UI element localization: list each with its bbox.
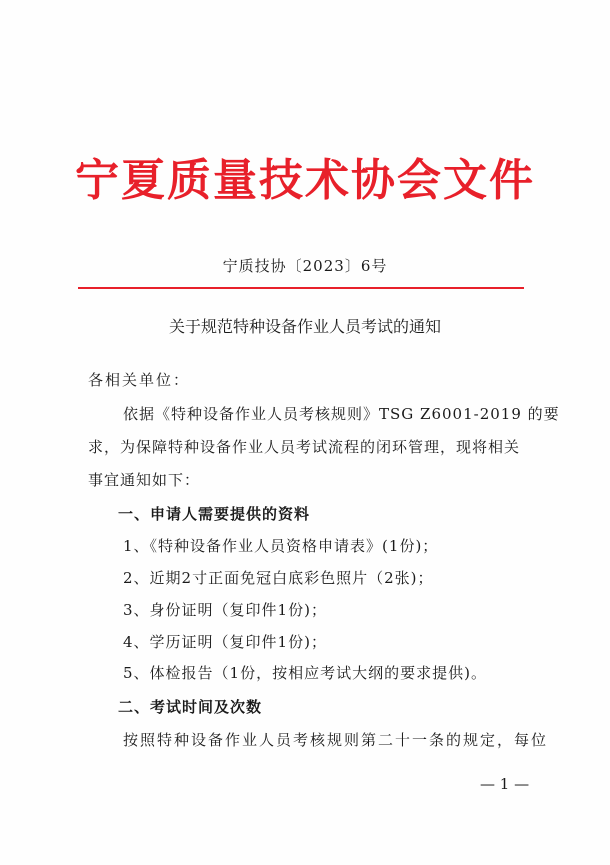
issuing-organization-title: 宁夏质量技术协会文件 (75, 155, 535, 206)
paragraph-line: 求，为保障特种设备作业人员考试流程的闭环管理，现将相关 (88, 438, 521, 456)
notice-title: 关于规范特种设备作业人员考试的通知 (168, 317, 441, 336)
paragraph-line: 按照特种设备作业人员考核规则第二十一条的规定，每位 (123, 731, 549, 749)
document-number: 宁质技协〔2023〕6号 (222, 257, 388, 275)
red-divider-line (78, 287, 524, 289)
section-heading-exam-time: 二、考试时间及次数 (118, 698, 263, 716)
paragraph-line: 事宜通知如下： (88, 471, 201, 489)
list-item: 1、《特种设备作业人员资格申请表》(1份)； (123, 537, 439, 555)
paragraph-line: 依据《特种设备作业人员考核规则》TSG Z6001-2019 的要 (123, 405, 560, 423)
list-item: 4、学历证明（复印件1份)； (123, 633, 327, 651)
list-item: 2、近期2寸正面免冠白底彩色照片（2张)； (123, 569, 434, 587)
list-item: 3、身份证明（复印件1份)； (123, 601, 327, 619)
salutation: 各相关单位： (88, 371, 191, 389)
page-number: — 1 — (480, 775, 530, 793)
list-item: 5、体检报告（1份，按相应考试大纲的要求提供)。 (123, 664, 487, 682)
section-heading-materials: 一、申请人需要提供的资料 (118, 505, 311, 523)
